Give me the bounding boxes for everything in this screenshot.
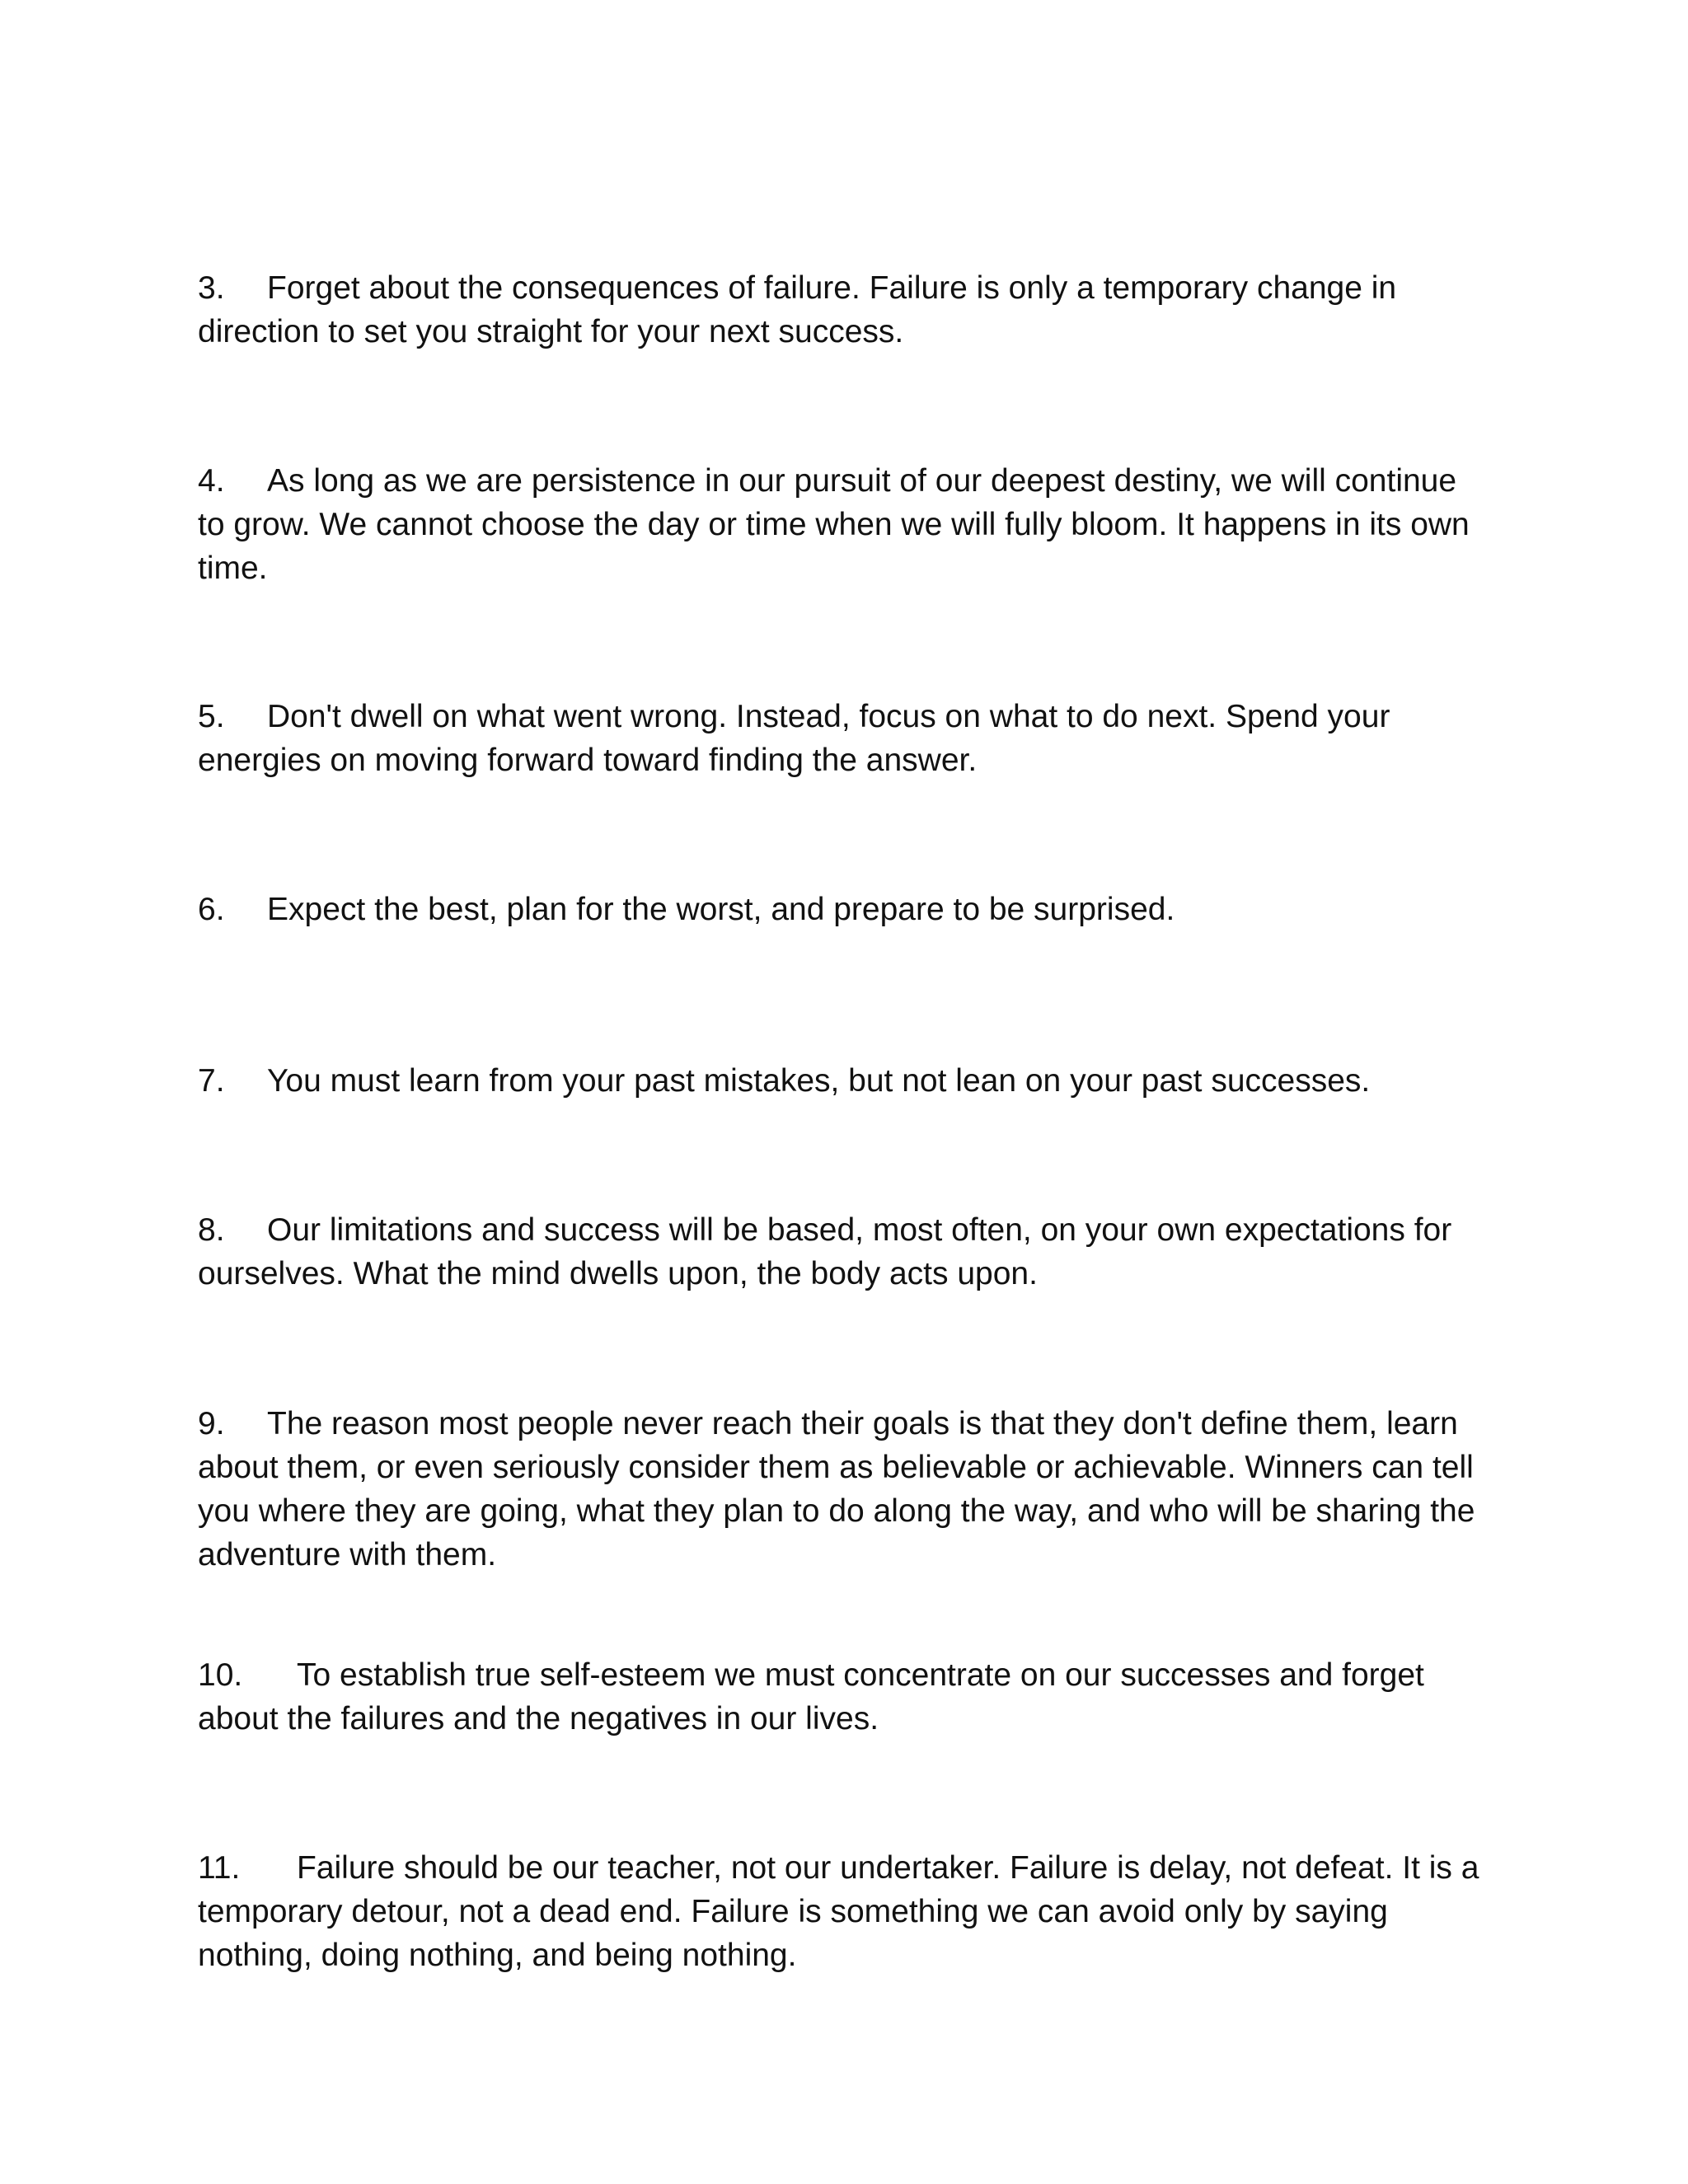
item-number: 5.	[198, 699, 225, 734]
item-text: Expect the best, plan for the worst, and prepare to be surprised.	[267, 892, 1175, 927]
item-text: To establish true self-esteem we must concentrate on our successes and forget about the failures and the negatives in our lives.	[198, 1657, 1424, 1736]
item-number: 8.	[198, 1212, 225, 1248]
list-item	[198, 1059, 1484, 1103]
item-text: Forget about the consequences of failure. Failure is only a temporary change in direction to set you straight for your next success.	[198, 270, 1397, 349]
item-number: 10.	[198, 1657, 243, 1693]
item-number: 7.	[198, 1063, 225, 1099]
item-text: Our limitations and success will be based, most often, on your own expectations for ourselves. What the mind dwells upon, the body acts upon.	[198, 1212, 1452, 1291]
item-number: 3.	[198, 270, 225, 306]
item-number: 6.	[198, 892, 225, 927]
list-item	[198, 266, 1484, 354]
item-text: As long as we are persistence in our pursuit of our deepest destiny, we will continue to grow. We cannot choose the day or time when we will fully bloom. It happens in its own time.	[198, 463, 1470, 586]
list-item	[198, 1208, 1484, 1296]
item-text: You must learn from your past mistakes, but not lean on your past successes.	[267, 1063, 1371, 1099]
item-text: Failure should be our teacher, not our undertaker. Failure is delay, not defeat. It is a temporary detour, not a dead end. Failure is something we can avoid only by saying nothing, doing nothing, and being nothing.	[198, 1850, 1479, 1973]
list-item	[198, 1846, 1484, 1977]
list-item	[198, 888, 1484, 931]
list-item	[198, 1402, 1484, 1577]
item-number: 4.	[198, 463, 225, 499]
list-item	[198, 1653, 1484, 1741]
item-number: 11.	[198, 1850, 241, 1886]
item-text: The reason most people never reach their goals is that they don't define them, learn about them, or even seriously consider them as believable or achievable. Winners can tell you where they are going, what they plan to do along the way, and who will be sharing the adventure with them.	[198, 1406, 1475, 1572]
item-text: Don't dwell on what went wrong. Instead, focus on what to do next. Spend your energies on moving forward toward finding the answer.	[198, 699, 1390, 778]
item-number: 9.	[198, 1406, 225, 1441]
list-item	[198, 695, 1484, 782]
list-item	[198, 459, 1484, 590]
